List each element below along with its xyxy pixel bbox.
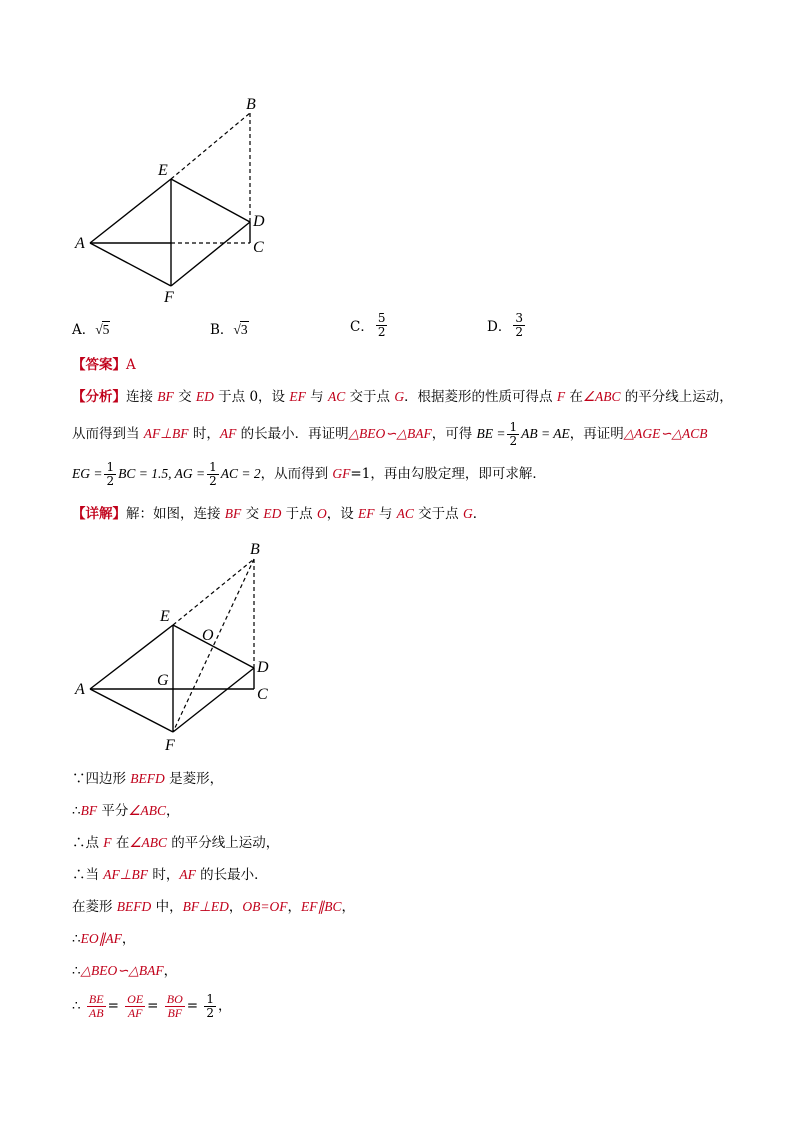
- label-g: G: [157, 672, 169, 689]
- label-d: D: [257, 659, 269, 676]
- segment-ae: [90, 179, 171, 243]
- option-a[interactable]: A．√5: [72, 322, 110, 338]
- option-c[interactable]: C． $\frac{5}{2}$: [350, 311, 386, 339]
- proof-line-6: ∴EO∥AF，: [72, 931, 136, 947]
- detail-line: 【详解】解：如图，连接 BF 交 ED 于点 O，设 EF 与 AC 交于点 G．: [72, 506, 487, 522]
- proof-line-8: ∴ $\frac{BE}{AB}$ = $\frac{OE}{AF}$ = $\frac{BO}{BF}$ = $\frac{1}{2}$ ，: [72, 992, 232, 1020]
- label-c: C: [253, 239, 264, 256]
- analysis-tag: 【分析】: [72, 389, 126, 405]
- segment-fa: [90, 689, 173, 732]
- proof-line-7: ∴△BEO∽△BAF，: [72, 963, 178, 979]
- label-f: F: [165, 737, 175, 754]
- dashed-line-eb: [171, 113, 250, 179]
- answer-value: A: [126, 357, 136, 373]
- segment-df: [173, 668, 254, 732]
- fraction-bo-bf: $\frac{BO}{BF}$: [166, 992, 183, 1020]
- label-b: B: [250, 541, 260, 558]
- label-b: B: [246, 96, 256, 113]
- fraction-1-2: $\frac{1}{2}$: [206, 992, 215, 1020]
- answer-line: [72, 359, 136, 373]
- segment-ed: [171, 179, 250, 222]
- analysis-line-1: 【分析】连接 BF 交 ED 于点 0，设 EF 与 AC 交于点 G．根据菱形的性质可得点 F 在∠ABC 的平分线上运动，: [72, 389, 733, 405]
- detail-tag: 【详解】: [72, 506, 126, 522]
- proof-line-5: 在菱形 BEFD 中，BF⊥ED，OB=OF，EF∥BC，: [72, 899, 355, 915]
- label-e: E: [158, 162, 168, 179]
- label-a: A: [75, 681, 85, 698]
- sqrt-3: 3: [240, 322, 248, 337]
- dashed-line-eb: [173, 559, 254, 625]
- proof-line-1: ∵四边形 BEFD 是菱形，: [72, 771, 224, 787]
- figure-1: [60, 88, 300, 310]
- dashed-line-bf: [173, 559, 254, 732]
- proof-line-2: ∴BF 平分∠ABC，: [72, 803, 180, 819]
- fraction-3-2: $\frac{3}{2}$: [515, 311, 523, 339]
- analysis-line-2: 从而得到当 AF⊥BF 时，AF 的长最小．再证明△BEO∽△BAF，可得 BE = $\frac{1}{2}$ AB = AE，再证明△AGE∽△ACB: [72, 420, 708, 448]
- label-f: F: [164, 289, 174, 306]
- option-b[interactable]: B．√3: [210, 322, 248, 338]
- proof-line-3: ∴点 F 在∠ABC 的平分线上运动，: [72, 835, 280, 851]
- fraction-oe-af: $\frac{OE}{AF}$: [127, 992, 144, 1020]
- label-o: O: [202, 627, 214, 644]
- label-d: D: [253, 213, 265, 230]
- label-e: E: [160, 608, 170, 625]
- label-c: C: [257, 686, 268, 703]
- analysis-line-3: EG = $\frac{1}{2}$ BC = 1.5, AG = $\frac{1}{2}$ AC = 2，从而得到 GF=1，再由勾股定理，即可求解．: [72, 460, 546, 488]
- figure-2: [60, 532, 300, 758]
- fraction-5-2: $\frac{5}{2}$: [377, 311, 386, 339]
- option-d[interactable]: D． $\frac{3}{2}$: [487, 311, 523, 339]
- segment-df: [171, 222, 250, 286]
- fraction-be-ab: $\frac{BE}{AB}$: [88, 992, 104, 1020]
- label-a: A: [75, 235, 85, 252]
- sqrt-5: 5: [102, 322, 110, 337]
- segment-fa: [90, 243, 171, 286]
- answer-tag: 【答案】: [72, 357, 126, 373]
- proof-line-4: ∴当 AF⊥BF 时，AF 的长最小．: [72, 867, 268, 883]
